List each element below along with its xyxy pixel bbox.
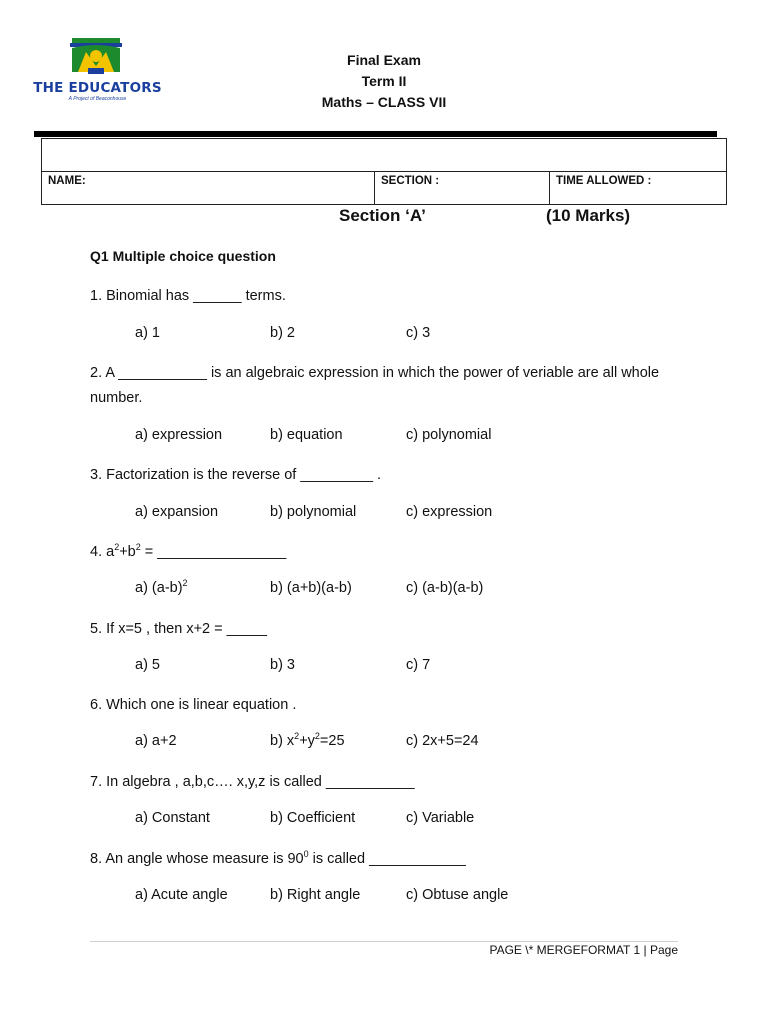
section-field[interactable] bbox=[375, 172, 550, 205]
q2-option-b[interactable]: b) equation bbox=[270, 427, 343, 443]
q5-option-b[interactable]: b) 3 bbox=[270, 657, 295, 673]
exam-title bbox=[284, 50, 484, 113]
exam-title-line2: Term II bbox=[361, 73, 407, 89]
q3-option-b[interactable]: b) polynomial bbox=[270, 504, 357, 520]
time-allowed-field[interactable] bbox=[550, 172, 727, 205]
q1-option-a[interactable]: a) 1 bbox=[135, 325, 160, 341]
question-heading: Q1 Multiple choice question bbox=[90, 248, 276, 264]
logo-tagline: A Project of Beaconhouse bbox=[68, 96, 127, 102]
q6-option-b[interactable]: b) $x^2+y^2=25$ bbox=[270, 731, 345, 749]
student-info-table bbox=[41, 138, 727, 205]
q2-option-c[interactable]: c) polynomial bbox=[406, 427, 492, 443]
question-5: 5. If x=5 , then x+2 = _____ bbox=[90, 621, 267, 637]
school-logo bbox=[30, 36, 165, 106]
question-1: 1. Binomial has ______ terms. bbox=[90, 288, 286, 304]
q8-option-c[interactable]: c) Obtuse angle bbox=[406, 887, 509, 903]
q1-option-c[interactable]: c) 3 bbox=[406, 325, 431, 341]
time-allowed-label: TIME ALLOWED : bbox=[556, 175, 652, 187]
q4-option-c[interactable]: c) (a-b)(a-b) bbox=[406, 580, 484, 596]
page-footer: PAGE \* MERGEFORMAT 1 | Page bbox=[489, 943, 678, 957]
section-marks: (10 Marks) bbox=[546, 206, 631, 225]
section-label: SECTION : bbox=[381, 175, 440, 187]
question-7: 7. In algebra , a,b,c…. x,y,z is called ___________ bbox=[90, 774, 415, 790]
question-3: 3. Factorization is the reverse of _________ . bbox=[90, 467, 381, 483]
question-4: 4. $a^2+b^2$ = ________________ bbox=[90, 542, 287, 560]
logo-name: THE EDUCATORS bbox=[33, 80, 162, 96]
name-field[interactable] bbox=[42, 172, 375, 205]
q7-option-b[interactable]: b) Coefficient bbox=[270, 810, 356, 826]
q4-option-a[interactable]: a) $(a-b)^2$ bbox=[135, 578, 188, 596]
header-divider bbox=[34, 131, 717, 137]
question-2: 2. A ___________ is an algebraic expression in which the power of veriable are all whole number. bbox=[90, 365, 660, 406]
name-label: NAME: bbox=[48, 175, 86, 187]
footer-divider bbox=[90, 941, 678, 942]
section-title: Section ‘A’ bbox=[339, 206, 426, 225]
q2-option-a[interactable]: a) expression bbox=[135, 427, 223, 443]
question-8: 8. An angle whose measure is $90^0$ is called ____________ bbox=[90, 849, 466, 867]
q7-option-a[interactable]: a) Constant bbox=[135, 810, 210, 826]
question-6: 6. Which one is linear equation . bbox=[90, 697, 297, 713]
q8-option-a[interactable]: a) Acute angle bbox=[135, 887, 228, 903]
q8-option-b[interactable]: b) Right angle bbox=[270, 887, 361, 903]
q7-option-c[interactable]: c) Variable bbox=[406, 810, 475, 826]
q5-option-a[interactable]: a) 5 bbox=[135, 657, 160, 673]
blank-row bbox=[42, 139, 727, 172]
q1-option-b[interactable]: b) 2 bbox=[270, 325, 295, 341]
q3-option-c[interactable]: c) expression bbox=[406, 504, 493, 520]
q5-option-c[interactable]: c) 7 bbox=[406, 657, 431, 673]
q3-option-a[interactable]: a) expansion bbox=[135, 504, 219, 520]
q6-option-a[interactable]: a) a+2 bbox=[135, 733, 177, 749]
q6-option-c[interactable]: c) 2x+5=24 bbox=[406, 733, 479, 749]
exam-title-line1: Final Exam bbox=[347, 52, 421, 68]
q4-option-b[interactable]: b) (a+b)(a-b) bbox=[270, 580, 352, 596]
educators-emblem-icon bbox=[68, 38, 124, 76]
exam-title-line3: Maths – CLASS VII bbox=[321, 94, 447, 110]
